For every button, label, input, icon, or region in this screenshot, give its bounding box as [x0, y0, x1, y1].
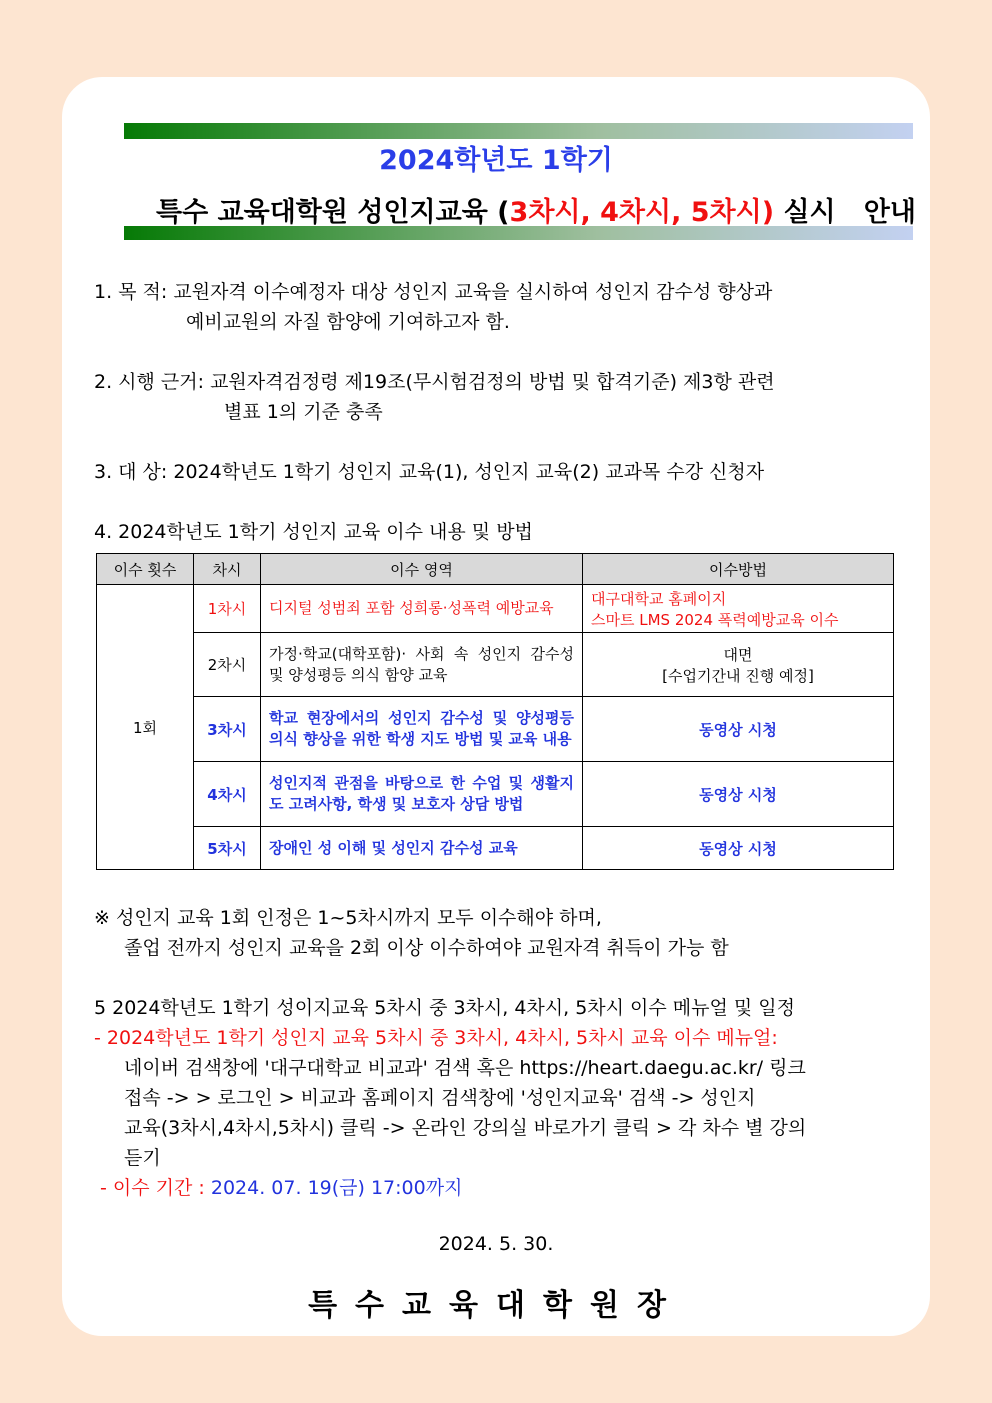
period-label: - 이수 기간 :: [94, 1177, 211, 1199]
manual-line: 접속 -> > 로그인 > 비교과 홈페이지 검색창에 '성인지교육' 검색 -> 성인지: [124, 1087, 756, 1109]
item-1-cont: 예비교원의 자질 함양에 기여하고자 함.: [186, 311, 510, 333]
method-line: 대면: [723, 645, 753, 664]
manual-line: 교육(3차시,4차시,5차시) 클릭 -> 온라인 강의실 바로가기 클릭 > 각 차수 별 강의: [124, 1117, 807, 1139]
item-4: 4. 2024학년도 1학기 성인지 교육 이수 내용 및 방법: [94, 521, 533, 543]
table-row: [97, 585, 894, 633]
session-cell: 5차시: [194, 827, 261, 870]
title-main: [156, 190, 916, 229]
method-line: [수업기간내 진행 예정]: [662, 666, 814, 685]
session-cell: 2차시: [194, 633, 261, 697]
table-row: [97, 633, 894, 697]
title-red: 3차시, 4차시, 5차시): [509, 197, 775, 228]
header-session: 차시: [194, 554, 261, 585]
manual-line: 네이버 검색창에 '대구대학교 비교과' 검색 혹은 https://heart.daegu.ac.kr/ 링크: [124, 1057, 806, 1079]
period-value: 2024. 07. 19(금) 17:00까지: [210, 1177, 463, 1199]
count-cell: 1회: [97, 585, 194, 870]
table-row: [97, 697, 894, 762]
session-cell: 3차시: [194, 697, 261, 762]
area-cell: 학교 현장에서의 성인지 감수성 및 양성평등 의식 향상을 위한 학생 지도 방법 및 교육 내용: [261, 697, 583, 762]
header-area: 이수 영역: [261, 554, 583, 585]
document-date: 2024. 5. 30.: [438, 1233, 554, 1255]
title-year: 2024학년도 1학기: [379, 145, 613, 176]
item-2: 2. 시행 근거: 교원자격검정령 제19조(무시험검정의 방법 및 합격기준) 제3항 관련: [94, 371, 775, 393]
method-line: 동영상 시청: [699, 720, 777, 739]
method-line: 스마트 LMS 2024 폭력예방교육 이수: [591, 610, 839, 629]
header-method: 이수방법: [583, 554, 894, 585]
manual-line: 듣기: [124, 1147, 161, 1169]
method-line: 동영상 시청: [699, 785, 777, 804]
curriculum-table: [96, 553, 894, 870]
area-cell: 장애인 성 이해 및 성인지 감수성 교육: [261, 827, 583, 870]
note-2: 졸업 전까지 성인지 교육을 2회 이상 이수하여야 교원자격 취득이 가능 함: [124, 937, 729, 959]
session-cell: 4차시: [194, 762, 261, 827]
item-1: 1. 목 적: 교원자격 이수예정자 대상 성인지 교육을 실시하여 성인지 감수성 향상과: [94, 281, 773, 303]
period: [94, 1173, 462, 1200]
item-3: 3. 대 상: 2024학년도 1학기 성인지 교육(1), 성인지 교육(2) 교과목 수강 신청자: [94, 461, 765, 483]
area-cell: 성인지적 관점을 바탕으로 한 수업 및 생활지도 고려사항, 학생 및 보호자 상담 방법: [261, 762, 583, 827]
title-post: 실시 안내: [774, 197, 916, 228]
area-cell: 디지털 성범죄 포함 성희롱·성폭력 예방교육: [261, 585, 583, 633]
section-5-title: 5 2024학년도 1학기 성이지교육 5차시 중 3차시, 4차시, 5차시 이수 메뉴얼 및 일정: [94, 997, 795, 1019]
method-line: 동영상 시청: [699, 839, 777, 858]
title-bar-top: [124, 123, 913, 139]
area-cell: 가정·학교(대학포함)· 사회 속 성인지 감수성 및 양성평등 의식 함양 교육: [261, 633, 583, 697]
title-pre: 특수 교육대학원 성인지교육 (: [156, 197, 510, 228]
note-1: ※ 성인지 교육 1회 인정은 1~5차시까지 모두 이수해야 하며,: [94, 907, 602, 929]
method-cell: [583, 633, 894, 697]
session-cell: 1차시: [194, 585, 261, 633]
method-cell: [583, 585, 894, 633]
method-line: 대구대학교 홈페이지: [591, 589, 727, 608]
header-count: 이수 횟수: [97, 554, 194, 585]
section-5-manual: - 2024학년도 1학기 성인지 교육 5차시 중 3차시, 4차시, 5차시 교육 이수 메뉴얼:: [94, 1027, 778, 1049]
table-row: [97, 827, 894, 870]
method-cell: [583, 697, 894, 762]
table-row: [97, 762, 894, 827]
item-2-cont: 별표 1의 기준 충족: [224, 401, 383, 423]
method-cell: [583, 762, 894, 827]
signature: 특수교육대학원장: [308, 1288, 684, 1323]
table-header: [97, 554, 894, 585]
method-cell: [583, 827, 894, 870]
